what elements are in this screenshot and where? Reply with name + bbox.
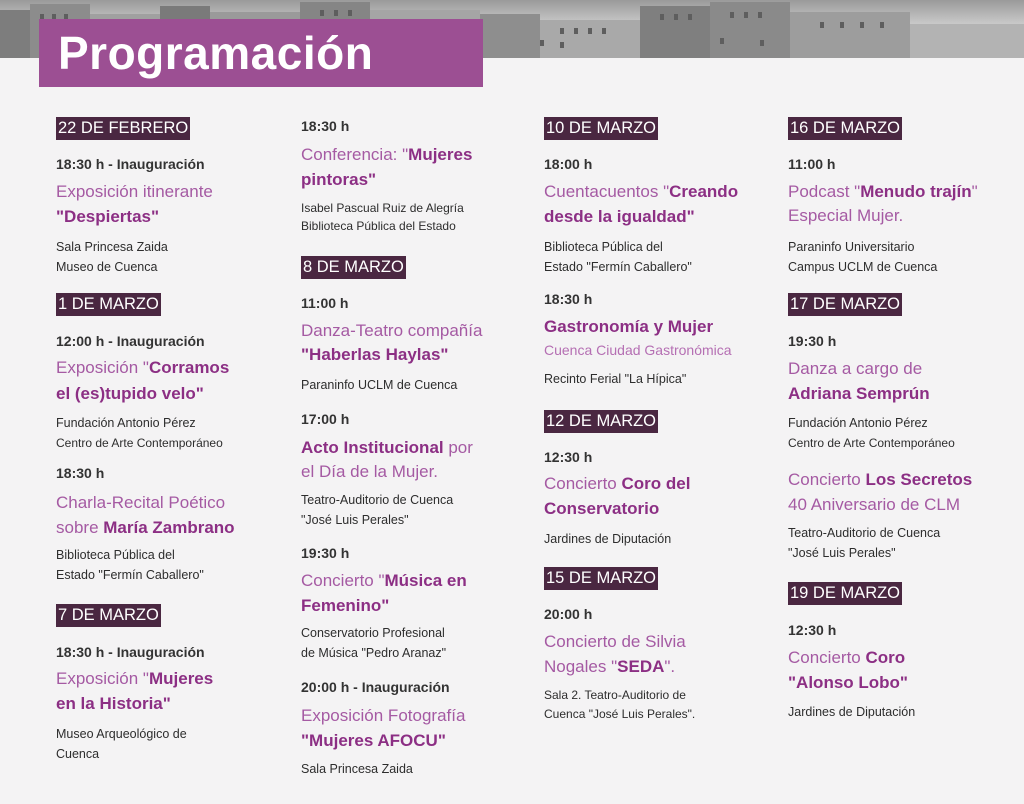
event-place: Fundación Antonio Pérez [788,416,928,430]
event-title: Exposición "Mujeres [56,669,214,688]
event-place-line2: Estado "Fermín Caballero" [544,260,692,274]
event-title: Exposición "Corramos [56,358,230,377]
event-title: Concierto "Música en [301,571,467,590]
event-title-line2: "Mujeres AFOCU" [301,731,446,750]
event-title: Concierto Coro del [544,474,691,493]
date-header: 15 DE MARZO [544,567,658,590]
event-title-line2: pintoras" [301,170,377,189]
event-place: Sala Princesa Zaida [56,240,168,254]
page-title: Programación [58,27,374,79]
event-time: 20:00 h [544,606,593,622]
event-title: Exposición Fotografía [301,706,466,725]
event-time: 18:00 h [544,156,593,172]
date-header: 7 DE MARZO [56,604,161,627]
event-time: 12:30 h [788,622,837,638]
event-place: Paraninfo UCLM de Cuenca [301,378,458,392]
event-place: Recinto Ferial "La Hípica" [544,372,687,386]
event-time: 19:30 h [301,545,350,561]
event-place: Teatro-Auditorio de Cuenca [301,493,454,507]
event-title-line2: "Alonso Lobo" [788,673,908,692]
event-subtitle: Cuenca Ciudad Gastronómica [544,342,732,358]
event-place-line2: Cuenca [56,747,100,761]
event-title: Danza-Teatro compañía [301,321,483,340]
event-time: 12:00 h - Inauguración [56,333,205,349]
event-place: Museo Arqueológico de [56,727,187,741]
event-title-line2: sobre María Zambrano [56,518,235,537]
date-header: 1 DE MARZO [56,293,161,316]
date-header: 10 DE MARZO [544,117,658,140]
event-time: 18:30 h - Inauguración [56,156,205,172]
event-title-line2: Adriana Semprún [788,384,930,403]
event-title: Concierto Coro [788,648,906,667]
date-header: 17 DE MARZO [788,293,902,316]
event-title-line2: Especial Mujer. [788,206,904,225]
event-time: 18:30 h [544,291,593,307]
date-header: 16 DE MARZO [788,117,902,140]
event-time: 17:00 h [301,411,350,427]
event-title: Gastronomía y Mujer [544,317,714,336]
event-place: Teatro-Auditorio de Cuenca [788,526,941,540]
event-title: Concierto de Silvia [544,632,686,651]
date-header: 19 DE MARZO [788,582,902,605]
event-title-line2: "Despiertas" [56,207,160,226]
event-place: Sala 2. Teatro-Auditorio de [544,688,686,702]
event-title: Podcast "Menudo trajín" [788,182,978,201]
event-title-line2: desde la igualdad" [544,207,695,226]
event-place-line2: Biblioteca Pública del Estado [301,219,456,233]
event-place-line2: "José Luis Perales" [301,513,409,527]
event-place-line2: de Música "Pedro Aranaz" [301,646,447,660]
event-place: Biblioteca Pública del [56,548,175,562]
event-place: Paraninfo Universitario [788,240,915,254]
event-time: 12:30 h [544,449,593,465]
event-title: Charla-Recital Poético [56,493,226,512]
event-place-line2: "José Luis Perales" [788,546,896,560]
event-title: Concierto Los Secretos [788,470,973,489]
event-time: 19:30 h [788,333,837,349]
event-title: Conferencia: "Mujeres [301,145,473,164]
event-title-line2: en la Historia" [56,694,171,713]
event-place: Jardines de Diputación [788,705,916,719]
date-header: 22 DE FEBRERO [56,117,190,140]
event-time: 20:00 h - Inauguración [301,679,450,695]
event-time: 18:30 h [301,118,350,134]
event-title-line2: Nogales "SEDA". [544,657,676,676]
event-title-line2: el (es)tupido velo" [56,384,204,403]
event-time: 18:30 h [56,465,105,481]
event-place: Conservatorio Profesional [301,626,445,640]
event-title-line2: 40 Aniversario de CLM [788,495,960,514]
event-time: 11:00 h [301,295,349,311]
event-place: Jardines de Diputación [544,532,672,546]
event-title: Cuentacuentos "Creando [544,182,739,201]
event-time: 18:30 h - Inauguración [56,644,205,660]
event-place-line2: Museo de Cuenca [56,260,158,274]
event-title-line2: Conservatorio [544,499,660,518]
event-title-line2: Femenino" [301,596,390,615]
event-place-line2: Estado "Fermín Caballero" [56,568,204,582]
event-place-line2: Campus UCLM de Cuenca [788,260,938,274]
event-place: Sala Princesa Zaida [301,762,413,776]
event-place-line2: Centro de Arte Contemporáneo [56,436,223,450]
date-header: 12 DE MARZO [544,410,658,433]
event-place-line2: Centro de Arte Contemporáneo [788,436,955,450]
event-title: Danza a cargo de [788,359,923,378]
event-title: Acto Institucional por [301,438,473,457]
event-title: Exposición itinerante [56,182,213,201]
date-header: 8 DE MARZO [301,256,406,279]
event-time: 11:00 h [788,156,836,172]
event-title-line2: "Haberlas Haylas" [301,345,449,364]
event-place: Isabel Pascual Ruiz de Alegría [301,201,464,215]
event-place: Biblioteca Pública del [544,240,663,254]
event-place-line2: Cuenca "José Luis Perales". [544,707,696,721]
event-title-line2: el Día de la Mujer. [301,462,439,481]
event-place: Fundación Antonio Pérez [56,416,196,430]
